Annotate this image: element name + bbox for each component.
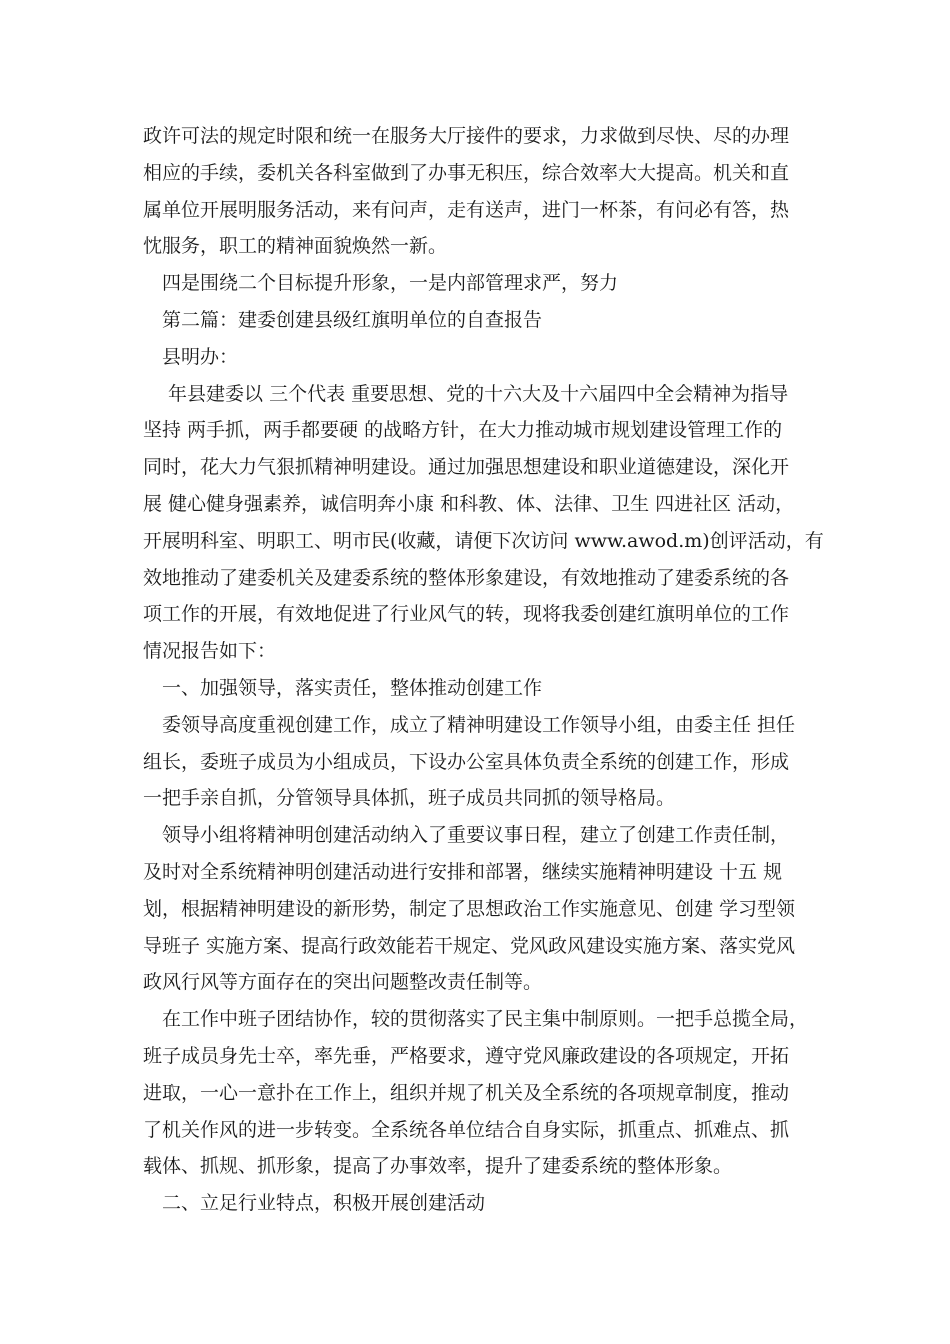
text-line: 政许可法的规定时限和统一在服务大厅接件的要求，力求做到尽快、尽的办理 [143, 125, 790, 147]
text-line: 班子成员身先士卒，率先垂，严格要求，遵守党风廉政建设的各项规定，开拓 [143, 1044, 790, 1067]
text-line: 年县建委以 三个代表 重要思想、党的十六大及十六届四中全会精神为指导 [143, 382, 789, 405]
section-heading: 一、加强领导，落实责任，整体推动创建工作 [143, 676, 543, 699]
text-line: 四是围绕二个目标提升形象，一是内部管理求严，努力 [143, 272, 619, 295]
text-line: 展 健心健身强素养，诚信明奔小康 和科教、体、法律、卫生 四进社区 活动， [143, 492, 795, 515]
text-line: 导班子 实施方案、提高行政效能若干规定、党风政风建设实施方案、落实党风 [143, 934, 796, 957]
text-line: 开展明科室、明职工、明市民(收藏，请便下次访问 www.awod.m)创评活动，有 [143, 529, 824, 552]
text-line: 项工作的开展，有效地促进了行业风气的转，现将我委创建红旗明单位的工作 [143, 603, 790, 626]
text-line: 了机关作风的进一步转变。全系统各单位结合自身实际，抓重点、抓难点、抓 [143, 1118, 790, 1141]
text-line: 坚持 两手抓，两手都要硬 的战略方针，在大力推动城市规划建设管理工作的 [143, 419, 783, 442]
text-line: 相应的手续，委机关各科室做到了办事无积压，综合效率大大提高。机关和直 [143, 161, 790, 184]
text-line: 委领导高度重视创建工作，成立了精神明建设工作领导小组，由委主任 担任 [143, 713, 796, 736]
text-line: 在工作中班子团结协作，较的贯彻落实了民主集中制原则。一把手总揽全局， [143, 1008, 809, 1031]
text-line: 同时，花大力气狠抓精神明建设。通过加强思想建设和职业道德建设，深化开 [143, 456, 790, 479]
text-line: 领导小组将精神明创建活动纳入了重要议事日程，建立了创建工作责任制， [143, 824, 790, 847]
salutation: 县明办： [143, 345, 239, 368]
document-body [143, 118, 824, 1222]
text-line: 组长，委班子成员为小组成员，下设办公室具体负责全系统的创建工作，形成 [143, 750, 790, 773]
text-line: 及时对全系统精神明创建活动进行安排和部署，继续实施精神明建设 十五 规 [143, 860, 783, 883]
text-line: 政风行风等方面存在的突出问题整改责任制等。 [143, 971, 543, 994]
text-line: 一把手亲自抓，分管领导具体抓，班子成员共同抓的领导格局。 [143, 787, 676, 810]
text-line: 属单位开展明服务活动，来有问声，走有送声，进门一杯茶，有问必有答，热 [143, 198, 790, 221]
section-heading: 二、立足行业特点，积极开展创建活动 [143, 1192, 486, 1215]
text-line: 效地推动了建委机关及建委系统的整体形象建设，有效地推动了建委系统的各 [143, 566, 790, 589]
text-line: 进取，一心一意扑在工作上，组织并规了机关及全系统的各项规章制度，推动 [143, 1081, 790, 1104]
text-line: 情况报告如下： [143, 640, 277, 663]
text-line: 忱服务，职工的精神面貌焕然一新。 [143, 235, 448, 258]
section-heading: 第二篇：建委创建县级红旗明单位的自查报告 [143, 308, 543, 331]
text-line: 划，根据精神明建设的新形势，制定了思想政治工作实施意见、创建 学习型领 [143, 897, 796, 920]
text-line: 载体、抓规、抓形象，提高了办事效率，提升了建委系统的整体形象。 [143, 1155, 733, 1178]
